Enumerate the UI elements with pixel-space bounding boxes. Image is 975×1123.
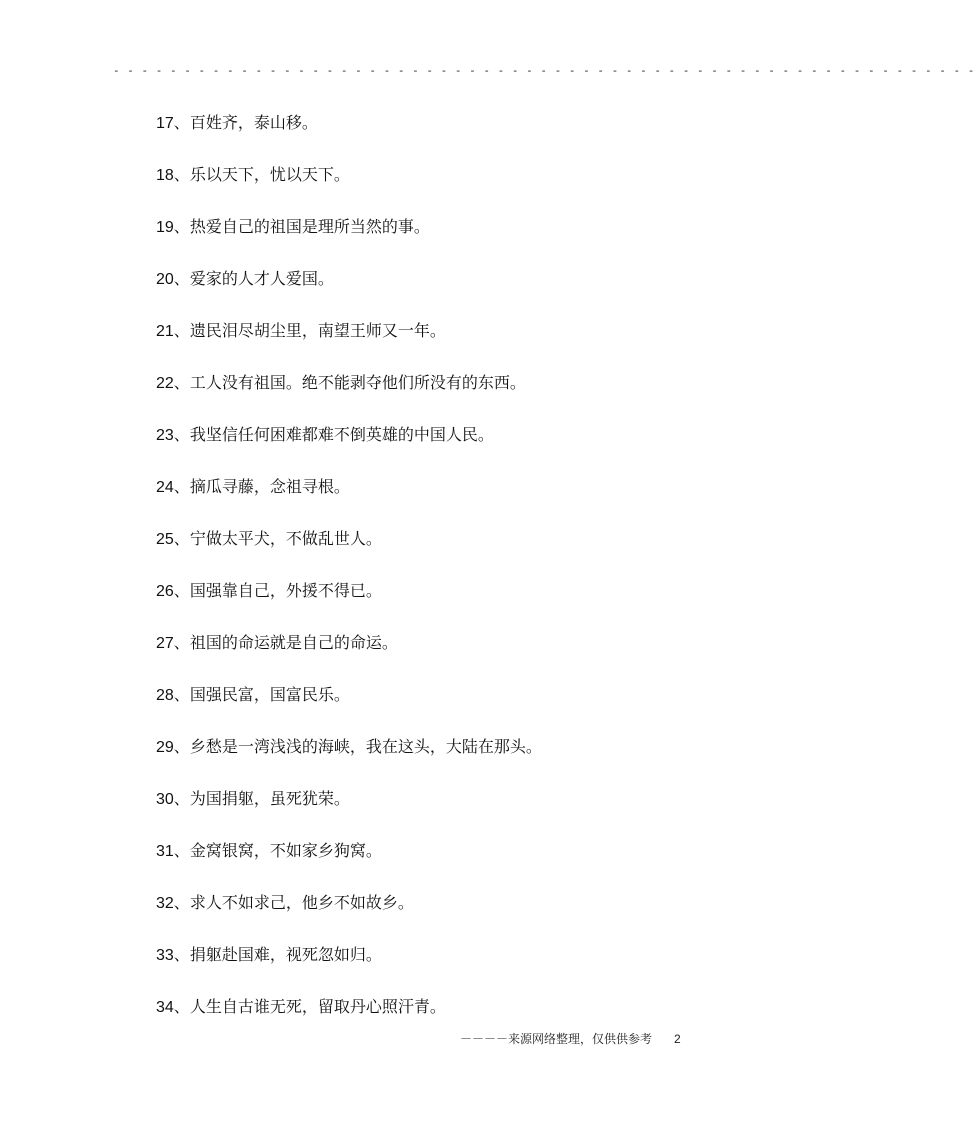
item-number: 29 xyxy=(156,739,174,756)
item-text: 国强民富，国富民乐。 xyxy=(189,685,350,704)
list-item xyxy=(156,108,542,160)
item-separator: 、 xyxy=(173,581,190,600)
item-separator: 、 xyxy=(173,165,190,184)
item-text: 宁做太平犬，不做乱世人。 xyxy=(189,529,382,548)
item-separator: 、 xyxy=(173,529,190,548)
item-number: 27 xyxy=(156,635,174,652)
item-text: 我坚信任何困难都难不倒英雄的中国人民。 xyxy=(189,425,494,444)
list-item xyxy=(156,680,542,732)
item-number: 21 xyxy=(156,323,174,340)
item-text: 金窝银窝，不如家乡狗窝。 xyxy=(189,841,382,860)
list-item xyxy=(156,524,542,576)
item-number: 28 xyxy=(156,687,174,704)
item-number: 33 xyxy=(156,947,174,964)
item-text: 工人没有祖国。绝不能剥夺他们所没有的东西。 xyxy=(189,373,526,392)
item-text: 乡愁是一湾浅浅的海峡，我在这头，大陆在那头。 xyxy=(189,737,542,756)
item-separator: 、 xyxy=(173,269,190,288)
item-text: 捐躯赴国难，视死忽如归。 xyxy=(189,945,382,964)
item-text: 爱家的人才人爱国。 xyxy=(189,269,334,288)
item-number: 22 xyxy=(156,375,174,392)
list-item xyxy=(156,264,542,316)
item-number: 31 xyxy=(156,843,174,860)
item-separator: 、 xyxy=(173,477,190,496)
item-text: 百姓齐，泰山移。 xyxy=(189,113,318,132)
item-separator: 、 xyxy=(173,893,190,912)
item-text: 祖国的命运就是自己的命运。 xyxy=(189,633,398,652)
item-separator: 、 xyxy=(173,841,190,860)
list-item xyxy=(156,576,542,628)
item-number: 30 xyxy=(156,791,174,808)
item-separator: 、 xyxy=(173,113,190,132)
item-number: 34 xyxy=(156,999,174,1016)
item-separator: 、 xyxy=(173,945,190,964)
item-number: 32 xyxy=(156,895,174,912)
item-separator: 、 xyxy=(173,685,190,704)
list-item xyxy=(156,836,542,888)
item-separator: 、 xyxy=(173,997,190,1016)
list-item xyxy=(156,732,542,784)
item-text: 人生自古谁无死，留取丹心照汗青。 xyxy=(189,997,446,1016)
item-separator: 、 xyxy=(173,737,190,756)
list-item xyxy=(156,784,542,836)
item-text: 求人不如求己，他乡不如故乡。 xyxy=(189,893,414,912)
item-text: 乐以天下，忧以天下。 xyxy=(189,165,350,184)
item-number: 17 xyxy=(156,115,174,132)
item-text: 摘瓜寻藤，念祖寻根。 xyxy=(189,477,350,496)
item-separator: 、 xyxy=(173,633,190,652)
list-item xyxy=(156,160,542,212)
item-separator: 、 xyxy=(173,789,190,808)
item-separator: 、 xyxy=(173,321,190,340)
item-separator: 、 xyxy=(173,425,190,444)
list-item xyxy=(156,628,542,680)
header-dashed-rule: - - - - - - - - - - - - - - - - - - - - - - - - - - - - - - - - - - - - - - - - - - - - - - - - - - - - - - - - - - - - - xyxy=(113,64,975,77)
page-number: 2 xyxy=(674,1032,681,1046)
page-footer xyxy=(460,1030,681,1047)
quote-list xyxy=(156,108,542,1044)
item-text: 为国捐躯，虽死犹荣。 xyxy=(189,789,350,808)
list-item xyxy=(156,888,542,940)
item-text: 遗民泪尽胡尘里，南望王师又一年。 xyxy=(189,321,446,340)
list-item xyxy=(156,420,542,472)
list-item xyxy=(156,212,542,264)
item-number: 18 xyxy=(156,167,174,184)
list-item xyxy=(156,316,542,368)
item-number: 26 xyxy=(156,583,174,600)
item-number: 23 xyxy=(156,427,174,444)
footer-source-note: －－－－来源网络整理，仅供供参考 xyxy=(460,1032,653,1046)
list-item xyxy=(156,940,542,992)
item-separator: 、 xyxy=(173,217,190,236)
item-text: 热爱自己的祖国是理所当然的事。 xyxy=(189,217,430,236)
item-number: 25 xyxy=(156,531,174,548)
list-item xyxy=(156,368,542,420)
item-text: 国强靠自己，外援不得已。 xyxy=(189,581,382,600)
item-separator: 、 xyxy=(173,373,190,392)
item-number: 24 xyxy=(156,479,174,496)
item-number: 19 xyxy=(156,219,174,236)
item-number: 20 xyxy=(156,271,174,288)
list-item xyxy=(156,472,542,524)
